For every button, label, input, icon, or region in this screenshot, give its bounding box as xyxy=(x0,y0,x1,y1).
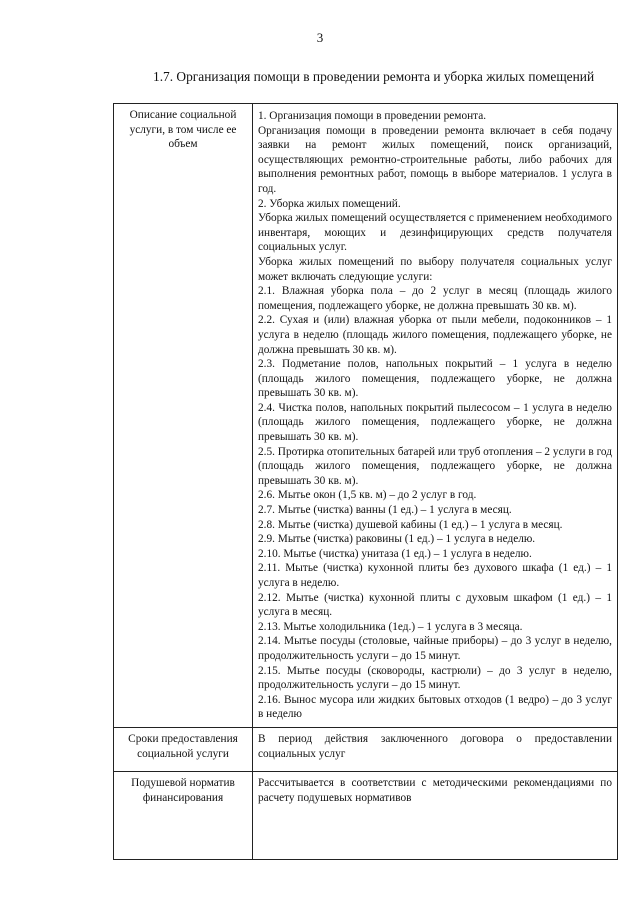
row-content xyxy=(253,727,618,771)
paragraph: 2.9. Мытье (чистка) раковины (1 ед.) – 1 услуга в неделю. xyxy=(258,533,536,546)
paragraph: 2.15. Мытье посуды (сковороды, кастрюли) – до 3 услуг в неделю, продолжительность услуги – до 15 минут. xyxy=(258,664,612,692)
row-content xyxy=(253,771,618,859)
section-heading xyxy=(113,68,618,85)
paragraph: 2.13. Мытье холодильника (1ед.) – 1 услуга в 3 месяца. xyxy=(258,620,523,633)
service-table xyxy=(113,103,618,860)
paragraph: 2.3. Подметание полов, напольных покрытий – 1 услуга в неделю (площадь жилого помещения, подлежащего уборке, не должна превышать 30 кв. м). xyxy=(258,358,612,400)
paragraph: 2.11. Мытье (чистка) кухонной плиты без духового шкафа (1 ед.) – 1 услуга в неделю. xyxy=(258,562,612,589)
table-row xyxy=(114,104,618,728)
paragraph: 2.14. Мытье посуды (столовые, чайные приборы) – до 3 услуг в неделю, продолжительность услуги – до 15 минут. xyxy=(258,635,612,662)
paragraph: Уборка жилых помещений осуществляется с применением необходимого инвентаря, моющих и дезинфицирующих средств получателя социальных услуг. xyxy=(258,212,612,254)
paragraph: В период действия заключенного договора о предоставлении социальных услуг xyxy=(258,732,612,760)
paragraph: Организация помощи в проведении ремонта включает в себя подачу заявки на ремонт жилых помещений, поиск организаций, осуществляющих ремонтно-строительные работы, либо рабочих для выполнения ремонтных работ, помощь в выборе материалов. 1 услуга в год. xyxy=(258,124,612,195)
section-heading-text: 1.7. Организация помощи в проведении ремонта и уборка жилых помещений xyxy=(153,69,595,84)
paragraph: 2.5. Протирка отопительных батарей или труб отопления – 2 услуги в год (площадь жилого помещения, подлежащего уборке, не должна превышать 30 кв. м). xyxy=(258,445,612,487)
page-number: 3 xyxy=(316,30,324,45)
paragraph: Уборка жилых помещений по выбору получателя социальных услуг может включать следующие услуги: xyxy=(258,255,612,283)
paragraph: 2.1. Влажная уборка пола – до 2 услуг в месяц (площадь жилого помещения, подлежащего уборке, не должна превышать 30 кв. м). xyxy=(258,285,612,312)
table-row xyxy=(114,771,618,859)
paragraph: 1. Организация помощи в проведении ремонта. xyxy=(258,110,487,122)
row-label: Подушевой норматив финансирования xyxy=(114,771,253,859)
paragraph: 2.2. Сухая и (или) влажная уборка от пыли мебели, подоконников – 1 услуга в неделю (площадь жилого помещения, подлежащего уборке, не должна превышать 30 кв. м). xyxy=(258,314,612,356)
paragraph: 2. Уборка жилых помещений. xyxy=(258,197,401,210)
row-label: Сроки предоставления социальной услуги xyxy=(114,727,253,771)
paragraph: 2.4. Чистка полов, напольных покрытий пылесосом – 1 услуга в неделю (площадь жилого помещения, подлежащего уборке, не должна превышать 30 кв. м). xyxy=(258,401,612,444)
paragraph: 2.8. Мытье (чистка) душевой кабины (1 ед.) – 1 услуга в месяц. xyxy=(258,518,563,531)
paragraph: 2.12. Мытье (чистка) кухонной плиты с духовым шкафом (1 ед.) – 1 услуга в месяц. xyxy=(258,591,612,619)
table-row xyxy=(114,727,618,771)
paragraph: 2.10. Мытье (чистка) унитаза (1 ед.) – 1 услуга в неделю. xyxy=(258,547,532,560)
paragraph: 2.7. Мытье (чистка) ванны (1 ед.) – 1 услуга в месяц. xyxy=(258,504,512,517)
row-content xyxy=(253,104,618,728)
paragraph: 2.16. Вынос мусора или жидких бытовых отходов (1 ведро) – до 3 услуг в неделю xyxy=(258,693,612,721)
row-label: Описание социальной услуги, в том числе ее объем xyxy=(114,104,253,728)
paragraph: Рассчитывается в соответствии с методическими рекомендациями по расчету подушевых нормативов xyxy=(258,776,612,804)
paragraph: 2.6. Мытье окон (1,5 кв. м) – до 2 услуг в год. xyxy=(258,489,477,502)
